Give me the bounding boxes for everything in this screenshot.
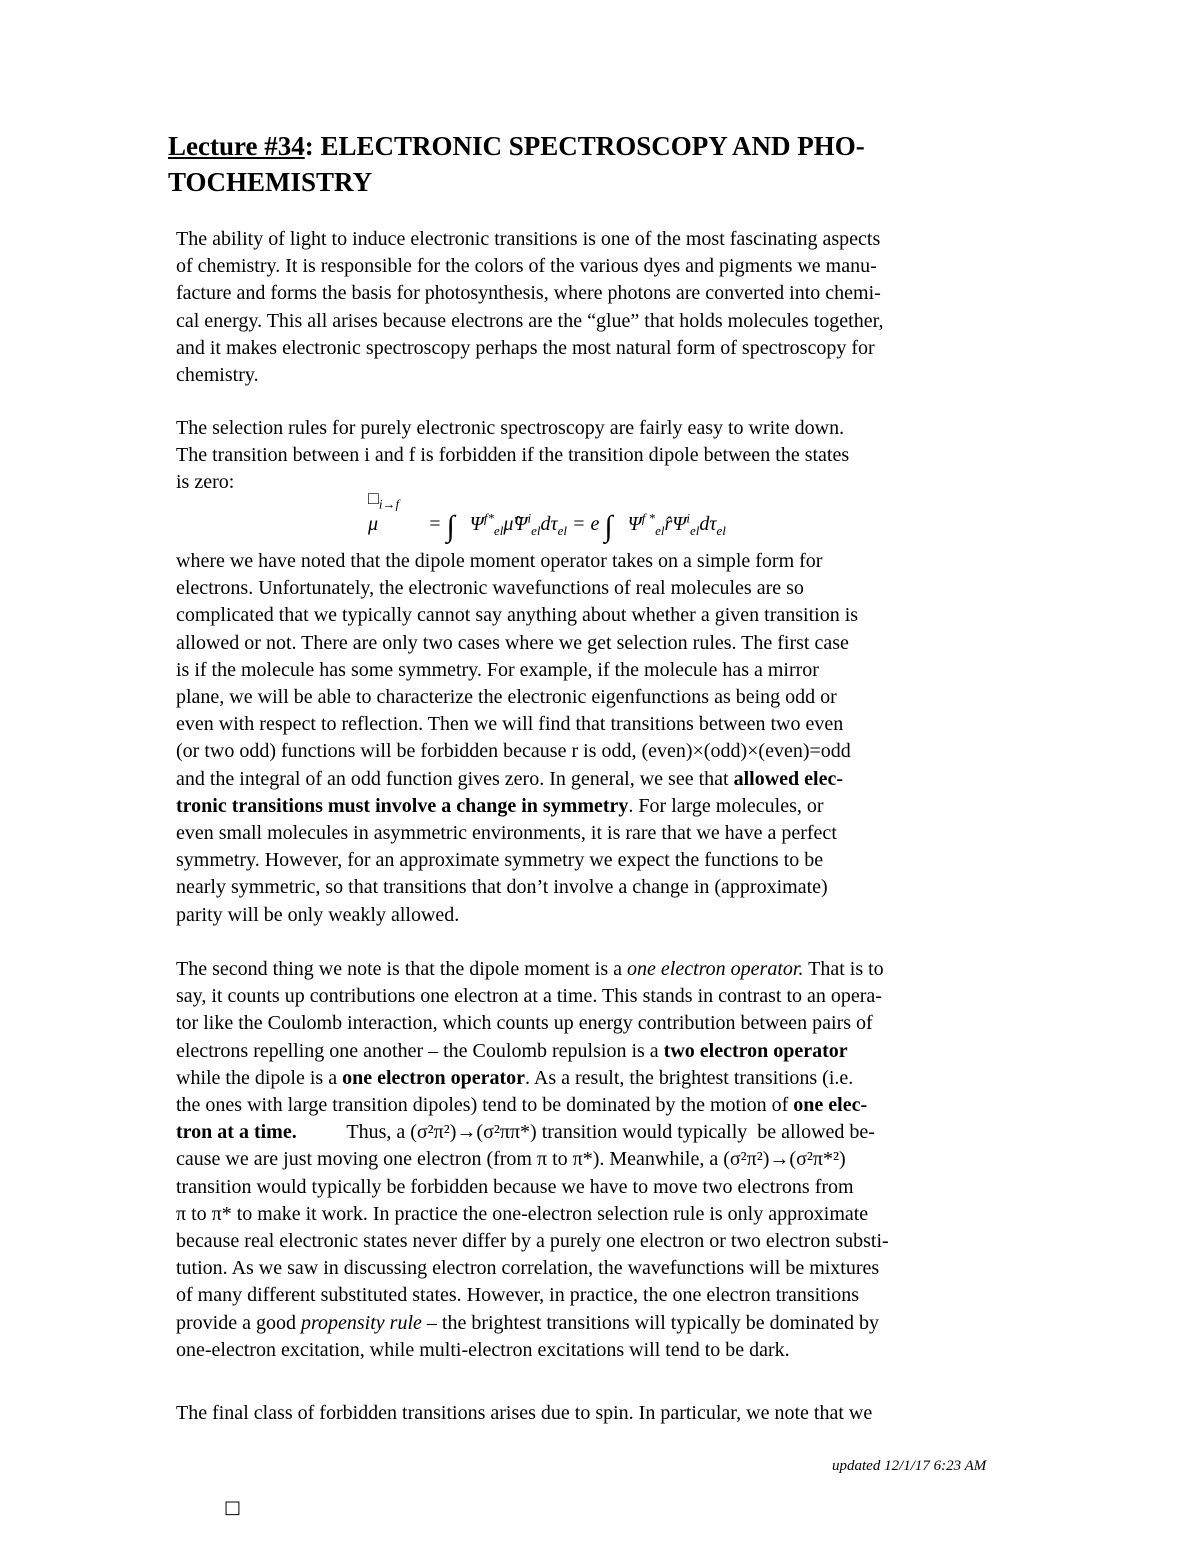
text-line [176,956,1016,983]
text-line: parity will be only weakly allowed. [176,903,460,926]
text-line: tution. As we saw in discussing electron correlation, the wavefunctions will be mixtures [176,1257,880,1280]
psi-final: Ψ [469,513,484,535]
equals-e: = e [572,513,600,535]
text-line: (or two odd) functions will be forbidden because r is odd, (even)×(odd)×(even)=odd [176,740,851,763]
text-line: of many different substituted states. However, in practice, the one electron transitions [176,1284,860,1307]
page-number-glyph: □ [224,1497,242,1518]
psi-final-subscript: el [493,523,504,538]
psi-initial-2-subscript: el [689,523,700,538]
text-line [176,766,1016,793]
title-text-2: TOCHEMISTRY [168,167,373,197]
updated-timestamp: updated 12/1/17 6:23 AM [832,1458,987,1474]
transition-subscript: i→f [378,496,400,512]
text-line [176,1038,1016,1065]
equals-sign: = [428,513,442,535]
missing-glyph-box: □ [368,488,379,508]
bold-phrase: allowed elec- [728,767,843,790]
psi-initial-superscript: i [527,510,532,526]
italic-phrase: one electron operator. [627,958,804,980]
text-line: The ability of light to induce electronic transitions is one of the most fascinating aspects [176,228,881,250]
text-segment: Thus, a (σ²π²)→(σ²ππ*) transition would typically be allowed be- [296,1121,875,1144]
text-line: where we have noted that the dipole moment operator takes on a simple form for [176,550,823,572]
position-operator: r̂ [664,513,673,535]
dtau-2-subscript: el [716,523,726,538]
paragraph-spin [176,1400,1016,1427]
psi-initial-subscript: el [531,523,541,538]
text-line: π to π* to make it work. In practice the one-electron selection rule is only approximate [176,1202,869,1225]
text-segment: and the integral of an odd function gives zero. In general, we see that [176,767,729,790]
text-line: The transition between i and f is forbidden if the transition dipole between the states [176,444,850,467]
paragraph-symmetry [176,548,1016,929]
text-line: symmetry. However, for an approximate symmetry we expect the functions to be [176,849,824,872]
dipole-operator: μ̂ [503,513,514,535]
transition-dipole-equation [368,488,828,544]
text-line: is if the molecule has some symmetry. For example, if the molecule has a mirror [176,658,819,681]
lecture-title [168,128,1028,200]
psi-initial-2-superscript: i [686,510,690,526]
mu-symbol: μ [368,513,379,535]
integral-sign-2: ∫ [604,510,613,543]
text-line [176,793,1016,820]
psi-final-2: Ψ [627,513,642,535]
text-segment: provide a good [176,1311,301,1334]
text-line: cause we are just moving one electron (from π to π*). Meanwhile, a (σ²π²)→(σ²π*²) [176,1148,846,1171]
text-segment: while the dipole is a [176,1066,343,1089]
text-line: tor like the Coulomb interaction, which counts up energy contribution between pairs of [176,1012,873,1035]
paragraph-one-electron [176,956,1016,1364]
text-line: plane, we will be able to characterize the electronic eigenfunctions as being odd or [176,686,837,709]
paragraph-intro [176,226,1016,389]
title-text-1: : ELECTRONIC SPECTROSCOPY AND PHO- [304,131,865,161]
text-line: cal energy. This all arises because electrons are the “glue” that holds molecules together, [176,309,884,332]
text-line: The final class of forbidden transitions arises due to spin. In particular, we note that we [176,1402,873,1424]
integral-sign: ∫ [446,510,455,543]
psi-initial-2: Ψ [672,513,687,535]
text-segment: the ones with large transition dipoles) tend to be dominated by the motion of [176,1094,794,1117]
dtau-2: dτ [699,513,717,535]
bold-phrase: one electron operator [342,1066,525,1089]
text-segment: . As a result, the brightest transitions (i.e. [524,1066,854,1089]
text-line [176,1119,1016,1146]
text-line: electrons. Unfortunately, the electronic wavefunctions of real molecules are so [176,577,804,600]
text-segment: That is to [803,958,884,980]
bold-phrase: tron at a time. [176,1121,297,1144]
text-line: transition would typically be forbidden because we have to move two electrons from [176,1175,854,1198]
text-line: one-electron excitation, while multi-electron excitations will tend to be dark. [176,1338,790,1361]
text-line: facture and forms the basis for photosynthesis, where photons are converted into chemi- [176,282,881,305]
equation-label [368,488,399,513]
text-line: nearly symmetric, so that transitions that don’t involve a change in (approximate) [176,876,828,899]
text-line [176,1310,1016,1337]
text-line: The selection rules for purely electronic spectroscopy are fairly easy to write down. [176,417,845,439]
lecture-number: Lecture #34 [168,131,305,161]
italic-phrase: propensity rule [300,1311,422,1334]
text-line [176,1065,1016,1092]
equation-body [368,510,726,544]
text-segment: The second thing we note is that the dipole moment is a [176,958,628,980]
text-line: because real electronic states never differ by a purely one electron or two electron substi- [176,1230,889,1253]
text-line: is zero: [176,471,235,494]
psi-final-superscript: f* [483,510,494,526]
text-segment: electrons repelling one another – the Coulomb repulsion is a [176,1039,664,1062]
dtau-subscript: el [557,523,568,538]
text-line: even small molecules in asymmetric environments, it is rare that we have a perfect [176,822,837,845]
text-line [176,1092,1016,1119]
psi-final-2-subscript: el [655,523,665,538]
text-segment: – the brightest transitions will typically be dominated by [421,1311,880,1334]
text-segment: . For large molecules, or [628,794,824,817]
text-line: say, it counts up contributions one electron at a time. This stands in contrast to an opera- [176,985,882,1008]
bold-phrase: tronic transitions must involve a change in symmetry [176,794,629,817]
paragraph-selection-rules [176,415,1016,497]
bold-phrase: two electron operator [663,1039,848,1062]
text-line: of chemistry. It is responsible for the colors of the various dyes and pigments we manu- [176,255,877,278]
text-line: allowed or not. There are only two cases where we get selection rules. The first case [176,631,849,654]
dtau: dτ [540,513,558,535]
psi-final-2-superscript: f * [641,510,656,526]
text-line: even with respect to reflection. Then we will find that transitions between two even [176,713,844,736]
text-line: and it makes electronic spectroscopy perhaps the most natural form of spectroscopy for [176,336,875,359]
text-line: complicated that we typically cannot say anything about whether a given transition is [176,604,859,627]
text-line: chemistry. [176,364,259,387]
psi-initial: Ψ [513,513,528,535]
bold-phrase: one elec- [793,1094,868,1117]
